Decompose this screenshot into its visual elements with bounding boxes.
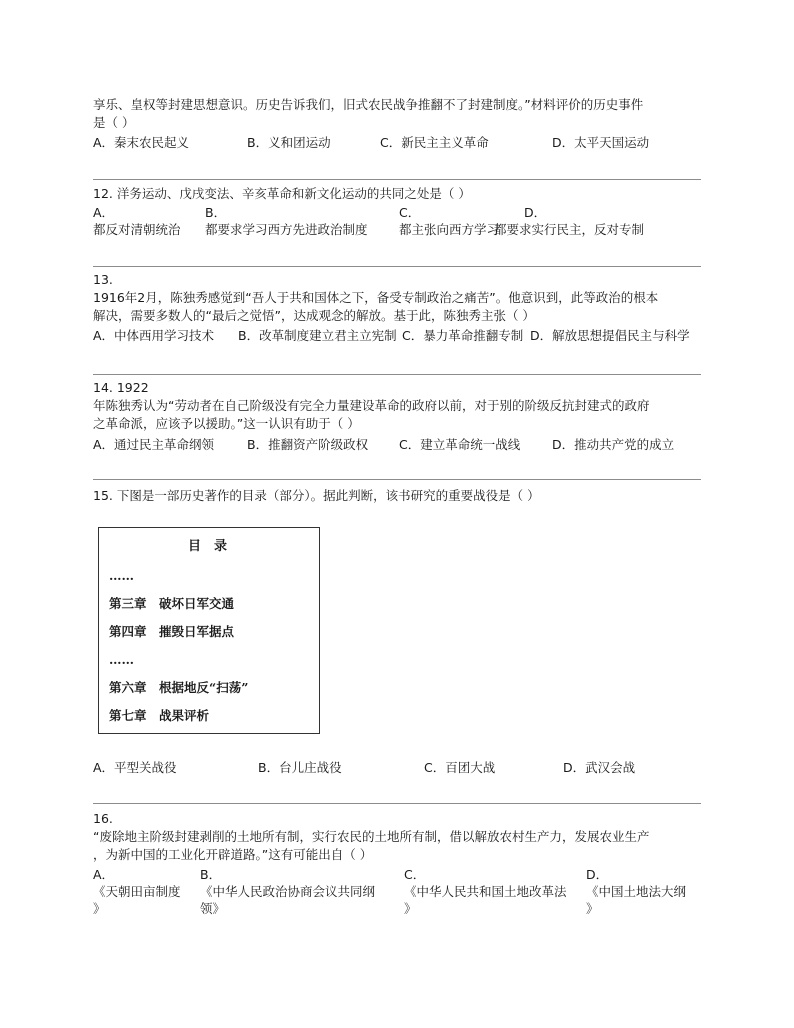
q11-option-d: D．太平天国运动 [552, 135, 650, 150]
q16-option-b: 《中华人民政治协商会议共同纲 [200, 884, 376, 899]
table-of-contents-figure [98, 527, 320, 734]
divider [93, 179, 701, 180]
divider [93, 803, 701, 804]
q12-letter-b: B． [205, 205, 227, 220]
q12-option-b: 都要求学习西方先进政治制度 [205, 222, 368, 237]
q16-option-d: 《中国土地法大纲 [586, 884, 687, 899]
q16-letter-a: A． [93, 867, 115, 882]
q13-option-b: B．改革制度建立君主立宪制 [238, 328, 397, 343]
q13-stem-line1: 1916年2月，陈独秀感觉到“吾人于共和国体之下，备受专制政治之痛苦”。他意识到，此等政治的根本 [93, 290, 659, 305]
q16-option-a-cont: 》 [93, 901, 106, 916]
q16-number: 16. [93, 811, 113, 826]
q13-number: 13. [93, 272, 113, 287]
q12-option-a: 都反对清朝统治 [93, 222, 181, 237]
q16-option-b-cont: 领》 [200, 901, 226, 916]
q15-stem: 15. 下图是一部历史著作的目录（部分）。据此判断，该书研究的重要战役是（ ） [93, 488, 540, 503]
q15-option-b: B．台儿庄战役 [258, 760, 342, 775]
q16-option-c: 《中华人民共和国土地改革法 [404, 884, 567, 899]
divider [93, 374, 701, 375]
q16-stem-line2: ，为新中国的工业化开辟道路。”这有可能出自（ ） [93, 847, 373, 862]
q12-option-d: 都要求实行民主，反对专制 [494, 222, 645, 237]
toc-title: 目 录 [188, 539, 228, 554]
q15-option-a: A．平型关战役 [93, 760, 177, 775]
q16-stem-line1: “废除地主阶级封建剥削的土地所有制，实行农民的土地所有制，借以解放农村生产力，发展农业生产 [93, 829, 650, 844]
toc-chapter-4: 第四章 摧毁日军据点 [109, 624, 235, 639]
q12-letter-d: D． [524, 205, 547, 220]
q16-option-d-cont: 》 [586, 901, 599, 916]
q14-stem-line2: 之革命派，应该予以援助。”这一认识有助于（ ） [93, 416, 360, 431]
q12-option-c: 都主张向西方学习 [399, 222, 500, 237]
q11-stem-line2: 是（ ） [93, 115, 135, 130]
toc-chapter-7: 第七章 战果评析 [109, 708, 210, 723]
toc-chapter-3: 第三章 破坏日军交通 [109, 596, 235, 611]
q14-stem-line1: 年陈独秀认为“劳动者在自己阶级没有完全力量建设革命的政府以前，对于别的阶级反抗封建式的政府 [93, 398, 650, 413]
q12-letter-c: C． [399, 205, 421, 220]
q16-option-a: 《天朝田亩制度 [93, 884, 181, 899]
q16-option-c-cont: 》 [404, 901, 417, 916]
q13-option-c: C．暴力革命推翻专制 [402, 328, 524, 343]
q16-letter-d: D． [586, 867, 609, 882]
q14-option-b: B．推翻资产阶级政权 [247, 437, 369, 452]
q11-option-b: B．义和团运动 [247, 135, 331, 150]
divider [93, 479, 701, 480]
q14-option-d: D．推动共产党的成立 [552, 437, 675, 452]
q11-option-a: A．秦末农民起义 [93, 135, 190, 150]
toc-chapter-6: 第六章 根据地反“扫荡” [109, 680, 249, 695]
q12-stem: 12. 洋务运动、戊戌变法、辛亥革命和新文化运动的共同之处是（ ） [93, 186, 471, 201]
q14-number: 14. 1922 [93, 380, 149, 395]
toc-ellipsis: …… [109, 568, 134, 583]
q16-letter-b: B． [200, 867, 222, 882]
q13-stem-line2: 解决，需要多数人的“最后之觉悟”，达成观念的解放。基于此，陈独秀主张（ ） [93, 308, 535, 323]
q13-option-a: A．中体西用学习技术 [93, 328, 215, 343]
divider [93, 266, 701, 267]
q16-letter-c: C． [404, 867, 426, 882]
q11-stem-line1: 享乐、皇权等封建思想意识。历史告诉我们，旧式农民战争推翻不了封建制度。”材料评价的历史事件 [93, 97, 644, 112]
q15-option-d: D．武汉会战 [563, 760, 636, 775]
q12-letter-a: A． [93, 205, 115, 220]
q14-option-a: A．通过民主革命纲领 [93, 437, 215, 452]
q13-option-d: D．解放思想提倡民主与科学 [530, 328, 690, 343]
toc-ellipsis: …… [109, 652, 134, 667]
q11-option-c: C．新民主主义革命 [380, 135, 489, 150]
q14-option-c: C．建立革命统一战线 [399, 437, 521, 452]
q15-option-c: C．百团大战 [424, 760, 496, 775]
